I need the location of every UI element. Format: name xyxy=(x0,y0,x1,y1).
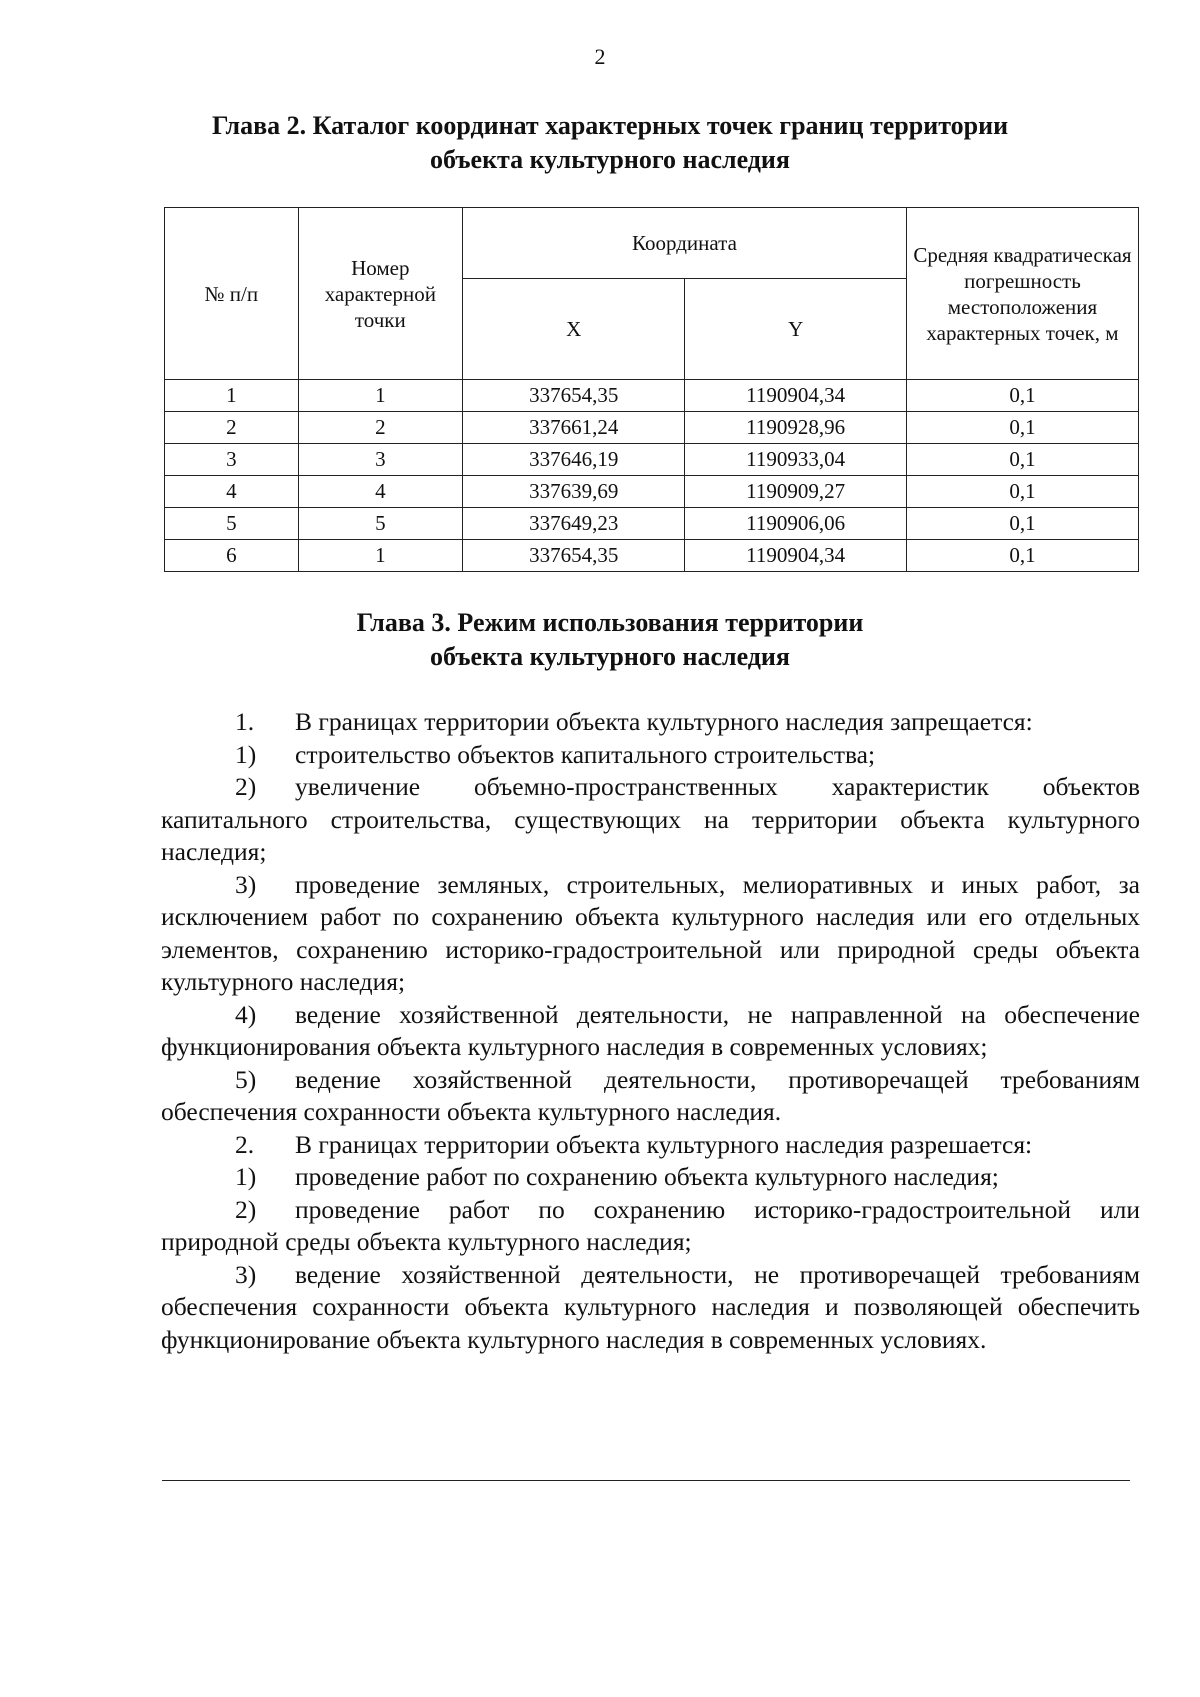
cell-number: 2 xyxy=(165,412,299,444)
end-divider-line xyxy=(162,1480,1130,1481)
cell-error: 0,1 xyxy=(906,476,1138,508)
paragraph-text: проведение работ по сохранению объекта культурного наследия; xyxy=(295,1162,999,1191)
chapter-2-title-line-1: Глава 2. Каталог координат характерных точек границ территории xyxy=(211,111,1009,140)
paragraph xyxy=(161,1064,1140,1129)
paragraph-number: 1. xyxy=(235,707,255,736)
cell-point: 1 xyxy=(298,380,462,412)
header-point-number: Номер характерной точки xyxy=(298,208,462,380)
paragraph-text: увеличение объемно-пространственных характеристик объектов капитального строительства, существующих на территории объекта культурного наследия; xyxy=(161,772,1140,866)
paragraph-text: проведение земляных, строительных, мелиоративных и иных работ, за исключением работ по сохранению объекта культурного наследия или его отдельных элементов, сохранению историко-градостроительной или природной среды объекта культурного наследия; xyxy=(161,869,1140,996)
paragraph xyxy=(161,869,1140,999)
header-y: Y xyxy=(685,279,907,380)
cell-y: 1190928,96 xyxy=(685,412,907,444)
header-x: X xyxy=(463,279,685,380)
paragraph-text: ведение хозяйственной деятельности, не направленной на обеспечение функционирования объекта культурного наследия в современных условиях; xyxy=(161,999,1140,1061)
paragraph-text: строительство объектов капитального строительства; xyxy=(295,739,876,769)
cell-x: 337646,19 xyxy=(463,444,685,476)
usage-regime-text xyxy=(161,706,1140,1356)
cell-y: 1190904,34 xyxy=(685,540,907,572)
cell-error: 0,1 xyxy=(906,508,1138,540)
table-row xyxy=(165,540,1139,572)
cell-number: 6 xyxy=(165,540,299,572)
paragraph xyxy=(161,1129,1140,1162)
paragraph-text: ведение хозяйственной деятельности, противоречащей требованиям обеспечения сохранности объекта культурного наследия. xyxy=(161,1064,1140,1126)
paragraph-text: ведение хозяйственной деятельности, не противоречащей требованиям обеспечения сохранности объекта культурного наследия и позволяющей обеспечить функционирование объекта культурного наследия в современных условиях. xyxy=(161,1259,1140,1354)
page-number: 2 xyxy=(594,44,606,69)
paragraph xyxy=(161,739,1140,772)
cell-number: 4 xyxy=(165,476,299,508)
cell-x: 337639,69 xyxy=(463,476,685,508)
paragraph-number: 5) xyxy=(235,1064,257,1094)
cell-y: 1190904,34 xyxy=(685,380,907,412)
paragraph xyxy=(161,1259,1140,1357)
paragraph-text: проведение работ по сохранению историко-градостроительной или природной среды объекта культурного наследия; xyxy=(161,1194,1140,1256)
cell-y: 1190909,27 xyxy=(685,476,907,508)
cell-point: 5 xyxy=(298,508,462,540)
cell-point: 1 xyxy=(298,540,462,572)
paragraph-number: 3) xyxy=(235,869,257,899)
chapter-3-title-line-1: Глава 3. Режим использования территории xyxy=(356,608,864,637)
cell-number: 1 xyxy=(165,380,299,412)
paragraph-number: 2) xyxy=(235,772,257,801)
paragraph-number: 2) xyxy=(235,1194,257,1224)
chapter-3-title xyxy=(160,606,1060,674)
coordinates-table xyxy=(164,207,1139,572)
cell-error: 0,1 xyxy=(906,380,1138,412)
paragraph-number: 2. xyxy=(235,1129,255,1159)
cell-number: 5 xyxy=(165,508,299,540)
cell-error: 0,1 xyxy=(906,412,1138,444)
chapter-2-title-line-2: объекта культурного наследия xyxy=(430,145,790,174)
paragraph-number: 1) xyxy=(235,739,257,769)
cell-point: 4 xyxy=(298,476,462,508)
paragraph-number: 4) xyxy=(235,999,257,1029)
paragraph-number: 1) xyxy=(235,1162,257,1191)
paragraph xyxy=(161,771,1140,869)
cell-x: 337661,24 xyxy=(463,412,685,444)
table-row xyxy=(165,476,1139,508)
cell-error: 0,1 xyxy=(906,444,1138,476)
chapter-3-title-line-2: объекта культурного наследия xyxy=(430,642,790,671)
cell-point: 3 xyxy=(298,444,462,476)
cell-point: 2 xyxy=(298,412,462,444)
table-row xyxy=(165,380,1139,412)
cell-y: 1190906,06 xyxy=(685,508,907,540)
header-error: Средняя квадратическая погрешность местоположения характерных точек, м xyxy=(906,208,1138,380)
table-row xyxy=(165,444,1139,476)
paragraph xyxy=(161,706,1140,739)
table-row xyxy=(165,508,1139,540)
paragraph-number: 3) xyxy=(235,1259,257,1289)
paragraph xyxy=(161,999,1140,1064)
cell-x: 337649,23 xyxy=(463,508,685,540)
cell-x: 337654,35 xyxy=(463,380,685,412)
table-row xyxy=(165,412,1139,444)
paragraph-text: В границах территории объекта культурного наследия запрещается: xyxy=(295,707,1033,736)
paragraph-text: В границах территории объекта культурного наследия разрешается: xyxy=(295,1129,1033,1159)
paragraph xyxy=(161,1161,1140,1194)
chapter-2-title xyxy=(160,109,1060,177)
cell-y: 1190933,04 xyxy=(685,444,907,476)
header-number: № п/п xyxy=(165,208,299,380)
paragraph xyxy=(161,1194,1140,1259)
cell-error: 0,1 xyxy=(906,540,1138,572)
cell-x: 337654,35 xyxy=(463,540,685,572)
cell-number: 3 xyxy=(165,444,299,476)
header-coordinate: Координата xyxy=(463,208,907,279)
